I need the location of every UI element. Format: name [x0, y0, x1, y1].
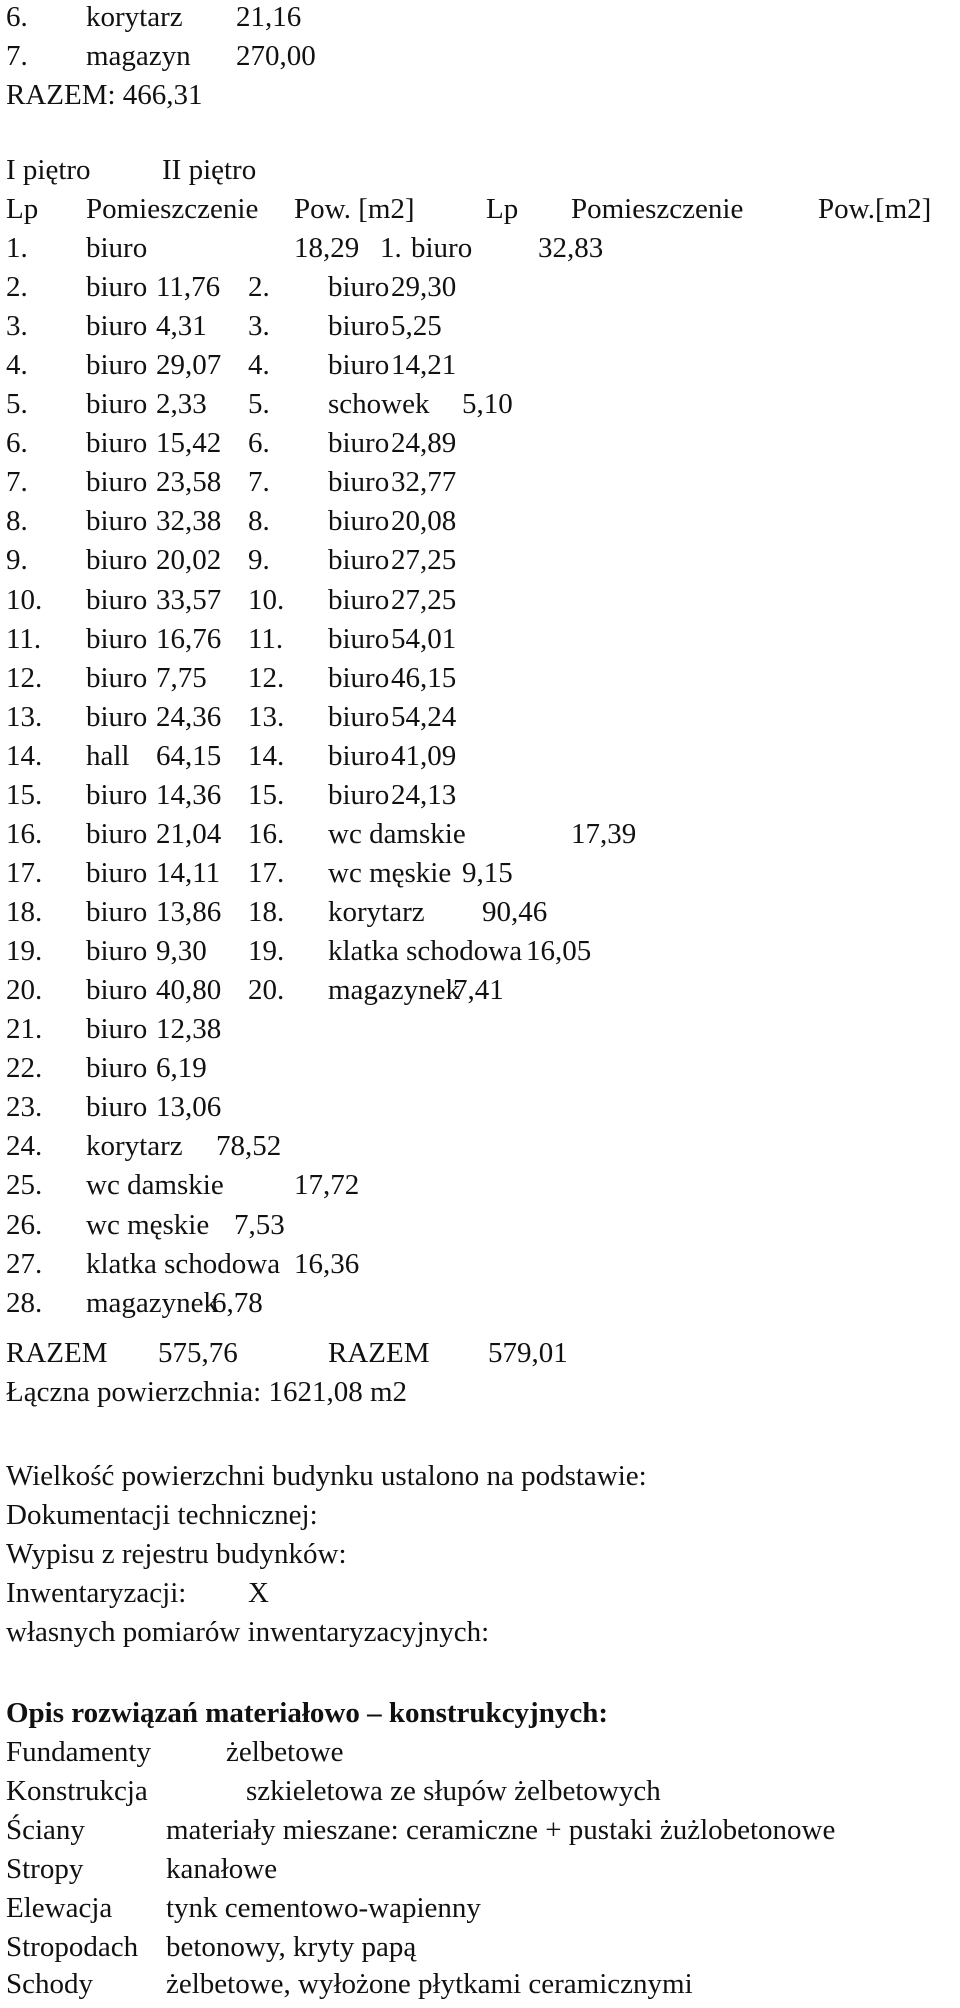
floor2-room: biuro	[328, 584, 390, 616]
floor2-area: 32,77	[391, 466, 457, 498]
floor2-area: 54,01	[391, 623, 457, 655]
floor2-lp: 20.	[248, 974, 285, 1006]
floor1-lp: 4.	[6, 349, 28, 381]
floor1-area: 12,38	[156, 1013, 222, 1045]
floor1-area: 2,33	[156, 388, 207, 420]
floor2-room: biuro	[328, 466, 390, 498]
basis-own-measurements: własnych pomiarów inwentaryzacyjnych:	[6, 1616, 490, 1648]
floor2-room: biuro	[328, 662, 390, 694]
floor2-area: 24,89	[391, 427, 457, 459]
partial-total: RAZEM: 466,31	[6, 79, 203, 111]
floor1-room: biuro	[86, 1091, 148, 1123]
floor1-area: 13,86	[156, 896, 222, 928]
floor2-room: klatka schodowa	[328, 935, 523, 967]
floor1-lp: 21.	[6, 1013, 43, 1045]
floor1-area: 18,29	[294, 232, 360, 264]
partial-room: korytarz	[86, 1, 183, 33]
floor1-area: 6,78	[212, 1287, 263, 1319]
basis-tech-doc: Dokumentacji technicznej:	[6, 1499, 318, 1531]
floor1-room: wc damskie	[86, 1169, 224, 1201]
floor1-room: biuro	[86, 584, 148, 616]
floor2-lp: 9.	[248, 544, 270, 576]
floor1-area: 11,76	[156, 271, 221, 303]
floor1-lp: 16.	[6, 818, 43, 850]
material-value: betonowy, kryty papą	[166, 1931, 417, 1963]
floor1-room: biuro	[86, 310, 148, 342]
basis-registry: Wypisu z rejestru budynków:	[6, 1538, 347, 1570]
floor2-room: biuro	[328, 271, 390, 303]
floor2-area: 14,21	[391, 349, 457, 381]
floor2-area: 90,46	[482, 896, 548, 928]
floor1-area: 64,15	[156, 740, 222, 772]
floor1-lp: 5.	[6, 388, 28, 420]
total-area: Łączna powierzchnia: 1621,08 m2	[6, 1376, 408, 1408]
basis-inventory: Inwentaryzacji:	[6, 1577, 187, 1609]
floor2-lp: 2.	[248, 271, 270, 303]
floor1-room: biuro	[86, 544, 148, 576]
floor1-room: biuro	[86, 1052, 148, 1084]
floor1-lp: 18.	[6, 896, 43, 928]
floor2-lp: 15.	[248, 779, 285, 811]
basis-intro: Wielkość powierzchni budynku ustalono na podstawie:	[6, 1460, 647, 1492]
floor2-room: schowek	[328, 388, 430, 420]
floor1-area: 4,31	[156, 310, 207, 342]
floor1-lp: 6.	[6, 427, 28, 459]
floor1-lp: 8.	[6, 505, 28, 537]
material-value: żelbetowe, wyłożone płytkami ceramicznymi	[166, 1968, 693, 2000]
partial-room: magazyn	[86, 40, 191, 72]
floor1-lp: 13.	[6, 701, 43, 733]
floor1-room: biuro	[86, 427, 148, 459]
material-label: Stropy	[6, 1853, 84, 1885]
floor2-lp: 16.	[248, 818, 285, 850]
floor2-room: biuro	[328, 740, 390, 772]
floor1-lp: 20.	[6, 974, 43, 1006]
floor2-lp: 14.	[248, 740, 285, 772]
floor1-room: klatka schodowa	[86, 1248, 281, 1280]
floor1-lp: 7.	[6, 466, 28, 498]
material-label: Konstrukcja	[6, 1775, 148, 1807]
floor1-room: biuro	[86, 1013, 148, 1045]
floor2-lp: 17.	[248, 857, 285, 889]
floor1-room: magazynek	[86, 1287, 219, 1319]
floor2-room: wc męskie	[328, 857, 452, 889]
floor2-lp: 1.	[380, 232, 402, 264]
floor2-lp: 12.	[248, 662, 285, 694]
floor1-area: 14,11	[156, 857, 221, 889]
partial-lp: 7.	[6, 40, 28, 72]
floor2-lp: 3.	[248, 310, 270, 342]
floor1-area: 15,42	[156, 427, 222, 459]
floor1-area: 9,30	[156, 935, 207, 967]
floor1-lp: 27.	[6, 1248, 43, 1280]
floor1-room: biuro	[86, 505, 148, 537]
floor1-room: biuro	[86, 271, 148, 303]
header-room-1: Pomieszczenie	[86, 193, 259, 225]
basis-inventory-mark: X	[248, 1577, 269, 1609]
floor1-area: 16,76	[156, 623, 222, 655]
floor1-area: 33,57	[156, 584, 222, 616]
floor1-lp: 15.	[6, 779, 43, 811]
partial-area: 270,00	[236, 40, 316, 72]
floor-1-total-label: RAZEM	[6, 1337, 108, 1369]
partial-lp: 6.	[6, 1, 28, 33]
floor2-room: wc damskie	[328, 818, 466, 850]
floor1-lp: 22.	[6, 1052, 43, 1084]
floor2-area: 7,41	[453, 974, 504, 1006]
floor1-area: 20,02	[156, 544, 222, 576]
header-area-2: Pow.[m2]	[818, 193, 932, 225]
floor1-area: 13,06	[156, 1091, 222, 1123]
floor2-area: 29,30	[391, 271, 457, 303]
floor2-area: 27,25	[391, 544, 457, 576]
floor1-room: biuro	[86, 232, 148, 264]
floor2-room: biuro	[328, 544, 390, 576]
floor2-area: 32,83	[538, 232, 604, 264]
floor1-area: 32,38	[156, 505, 222, 537]
floor2-lp: 8.	[248, 505, 270, 537]
floor1-area: 29,07	[156, 349, 222, 381]
header-area-1: Pow. [m2]	[294, 193, 415, 225]
floor-2-title: II piętro	[162, 154, 257, 186]
floor1-room: biuro	[86, 779, 148, 811]
floor2-room: biuro	[328, 505, 390, 537]
floor1-room: wc męskie	[86, 1209, 210, 1241]
floor1-lp: 28.	[6, 1287, 43, 1319]
floor1-area: 21,04	[156, 818, 222, 850]
floor2-lp: 4.	[248, 349, 270, 381]
floor2-room: magazynek	[328, 974, 461, 1006]
floor1-area: 6,19	[156, 1052, 207, 1084]
floor1-area: 16,36	[294, 1248, 360, 1280]
floor2-area: 5,25	[391, 310, 442, 342]
floor1-lp: 14.	[6, 740, 43, 772]
floor1-area: 40,80	[156, 974, 222, 1006]
floor1-area: 23,58	[156, 466, 222, 498]
floor2-lp: 19.	[248, 935, 285, 967]
floor2-lp: 5.	[248, 388, 270, 420]
floor1-room: biuro	[86, 349, 148, 381]
floor1-room: biuro	[86, 701, 148, 733]
floor1-area: 17,72	[294, 1169, 360, 1201]
floor1-room: biuro	[86, 662, 148, 694]
header-room-2: Pomieszczenie	[571, 193, 744, 225]
floor1-room: biuro	[86, 388, 148, 420]
floor1-lp: 19.	[6, 935, 43, 967]
floor1-area: 7,53	[234, 1209, 285, 1241]
floor1-area: 14,36	[156, 779, 222, 811]
floor1-room: biuro	[86, 974, 148, 1006]
floor2-area: 27,25	[391, 584, 457, 616]
floor1-room: biuro	[86, 935, 148, 967]
material-label: Elewacja	[6, 1892, 113, 1924]
material-label: Schody	[6, 1968, 93, 2000]
floor1-lp: 1.	[6, 232, 28, 264]
floor1-room: korytarz	[86, 1130, 183, 1162]
floor2-area: 16,05	[526, 935, 592, 967]
material-value: tynk cementowo-wapienny	[166, 1892, 481, 1924]
floor1-area: 78,52	[216, 1130, 282, 1162]
floor2-room: biuro	[328, 623, 390, 655]
floor2-lp: 7.	[248, 466, 270, 498]
materials-heading: Opis rozwiązań materiałowo – konstrukcyjnych:	[6, 1697, 609, 1729]
floor2-area: 20,08	[391, 505, 457, 537]
floor-2-total-label: RAZEM	[328, 1337, 430, 1369]
floor1-lp: 10.	[6, 584, 43, 616]
floor2-area: 54,24	[391, 701, 457, 733]
floor1-lp: 2.	[6, 271, 28, 303]
floor2-room: biuro	[328, 349, 390, 381]
floor1-lp: 11.	[6, 623, 42, 655]
header-lp-2: Lp	[486, 193, 519, 225]
header-lp-1: Lp	[6, 193, 39, 225]
floor1-room: biuro	[86, 896, 148, 928]
floor1-lp: 24.	[6, 1130, 43, 1162]
floor2-area: 5,10	[462, 388, 513, 420]
floor1-lp: 12.	[6, 662, 43, 694]
floor2-lp: 10.	[248, 584, 285, 616]
floor-2-total-value: 579,01	[488, 1337, 568, 1369]
floor2-room: biuro	[328, 779, 390, 811]
floor2-area: 41,09	[391, 740, 457, 772]
floor1-room: biuro	[86, 466, 148, 498]
floor1-room: biuro	[86, 857, 148, 889]
floor2-lp: 13.	[248, 701, 285, 733]
material-value: żelbetowe	[226, 1736, 344, 1768]
floor2-lp: 11.	[248, 623, 284, 655]
floor2-room: biuro	[328, 310, 390, 342]
floor1-room: hall	[86, 740, 130, 772]
material-value: kanałowe	[166, 1853, 278, 1885]
floor2-lp: 18.	[248, 896, 285, 928]
material-label: Stropodach	[6, 1931, 139, 1963]
floor1-lp: 17.	[6, 857, 43, 889]
material-value: materiały mieszane: ceramiczne + pustaki żużlobetonowe	[166, 1814, 836, 1846]
floor1-lp: 3.	[6, 310, 28, 342]
floor1-room: biuro	[86, 623, 148, 655]
material-label: Fundamenty	[6, 1736, 151, 1768]
material-label: Ściany	[6, 1814, 85, 1846]
floor2-area: 24,13	[391, 779, 457, 811]
floor1-lp: 26.	[6, 1209, 43, 1241]
floor1-lp: 25.	[6, 1169, 43, 1201]
floor2-area: 46,15	[391, 662, 457, 694]
floor-1-total-value: 575,76	[158, 1337, 238, 1369]
floor1-lp: 23.	[6, 1091, 43, 1123]
floor2-room: biuro	[328, 427, 390, 459]
floor-1-title: I piętro	[6, 154, 91, 186]
floor1-room: biuro	[86, 818, 148, 850]
floor2-area: 9,15	[462, 857, 513, 889]
material-value: szkieletowa ze słupów żelbetowych	[246, 1775, 661, 1807]
floor2-room: biuro	[328, 701, 390, 733]
floor1-lp: 9.	[6, 544, 28, 576]
floor1-area: 24,36	[156, 701, 222, 733]
floor2-lp: 6.	[248, 427, 270, 459]
floor1-area: 7,75	[156, 662, 207, 694]
partial-area: 21,16	[236, 1, 302, 33]
floor2-room: biuro	[411, 232, 473, 264]
floor2-room: korytarz	[328, 896, 425, 928]
floor2-area: 17,39	[571, 818, 637, 850]
